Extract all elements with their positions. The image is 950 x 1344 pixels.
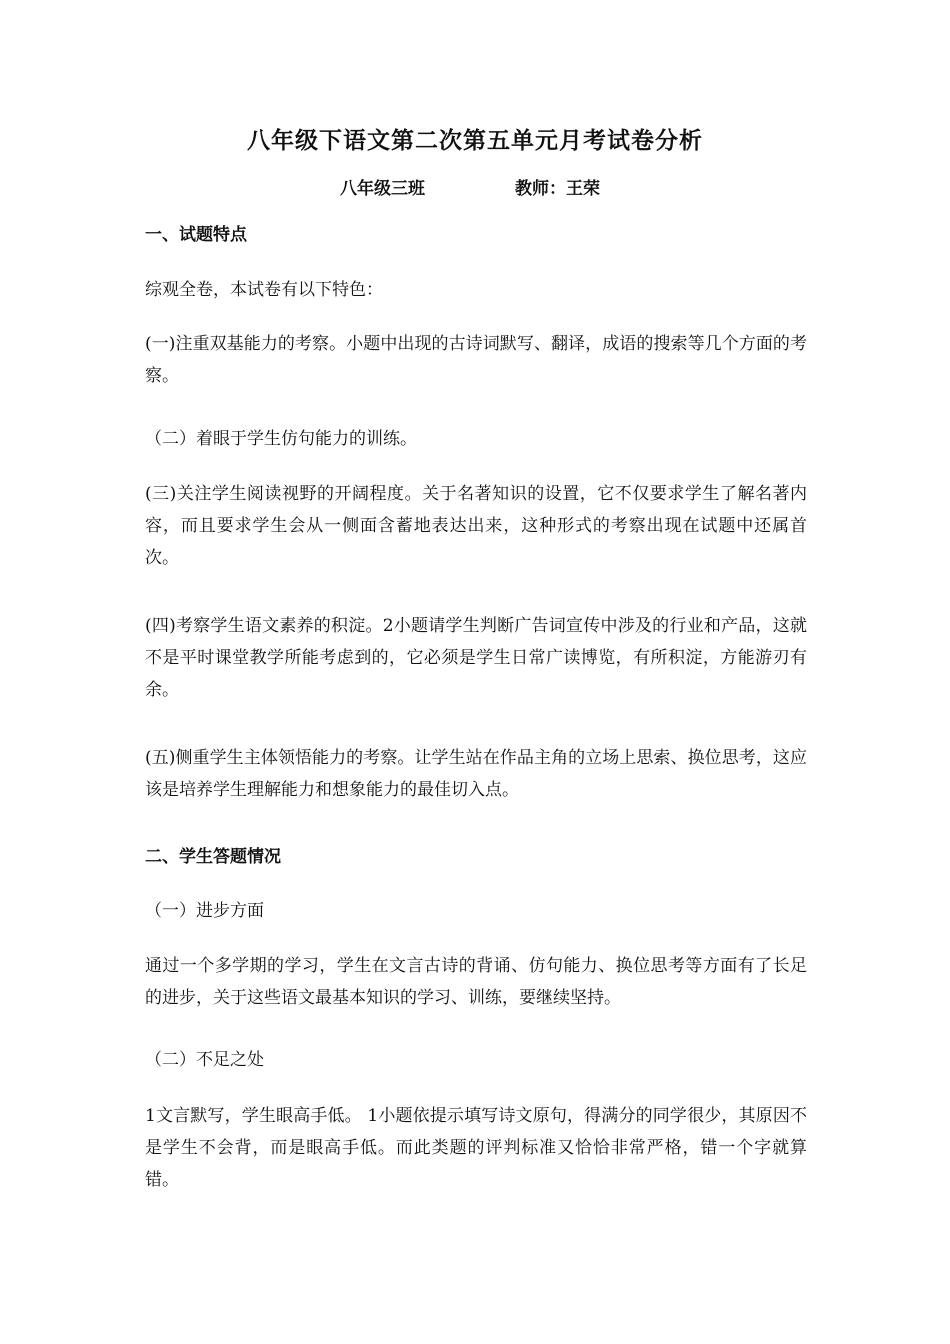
section-intro: 综观全卷，本试卷有以下特色： — [145, 280, 383, 300]
document-title: 八年级下语文第二次第五单元月考试卷分析 — [247, 128, 703, 154]
feature-item-5: (五)侧重学生主体领悟能力的考察。让学生站在作品主角的立场上思索、换位思考，这应该是培养学生理解能力和想象能力的最佳切入点。 — [145, 748, 807, 800]
feature-item-1: (一)注重双基能力的考察。小题中出现的古诗词默写、翻译，成语的搜索等几个方面的考察。 — [145, 334, 807, 386]
section-heading-answers: 二、学生答题情况 — [145, 847, 281, 867]
class-name: 八年级三班 — [340, 179, 425, 199]
shortcoming-text: 1文言默写，学生眼高手低。 1小题依提示填写诗文原句，得满分的同学很少，其原因不是学生不会背，而是眼高手低。而此类题的评判标准又恰恰非常严格，错一个字就算错。 — [145, 1106, 807, 1190]
section-heading-features: 一、试题特点 — [145, 225, 247, 245]
feature-item-2: （二）着眼于学生仿句能力的训练。 — [145, 429, 417, 449]
progress-text: 通过一个多学期的学习，学生在文言古诗的背诵、仿句能力、换位思考等方面有了长足的进步，关于这些语文最基本知识的学习、训练，要继续坚持。 — [145, 956, 807, 1008]
teacher-name: 教师：王荣 — [515, 179, 600, 199]
progress-heading: （一）进步方面 — [145, 901, 264, 921]
shortcoming-heading: （二）不足之处 — [145, 1050, 264, 1070]
feature-item-3: (三)关注学生阅读视野的开阔程度。关于名著知识的设置，它不仅要求学生了解名著内容，而且要求学生会从一侧面含蓄地表达出来，这种形式的考察出现在试题中还属首次。 — [145, 484, 807, 568]
feature-item-4: (四)考察学生语文素养的积淀。2小题请学生判断广告词宣传中涉及的行业和产品，这就不是平时课堂教学所能考虑到的，它必须是学生日常广读博览，有所积淀，方能游刃有余。 — [145, 616, 807, 700]
